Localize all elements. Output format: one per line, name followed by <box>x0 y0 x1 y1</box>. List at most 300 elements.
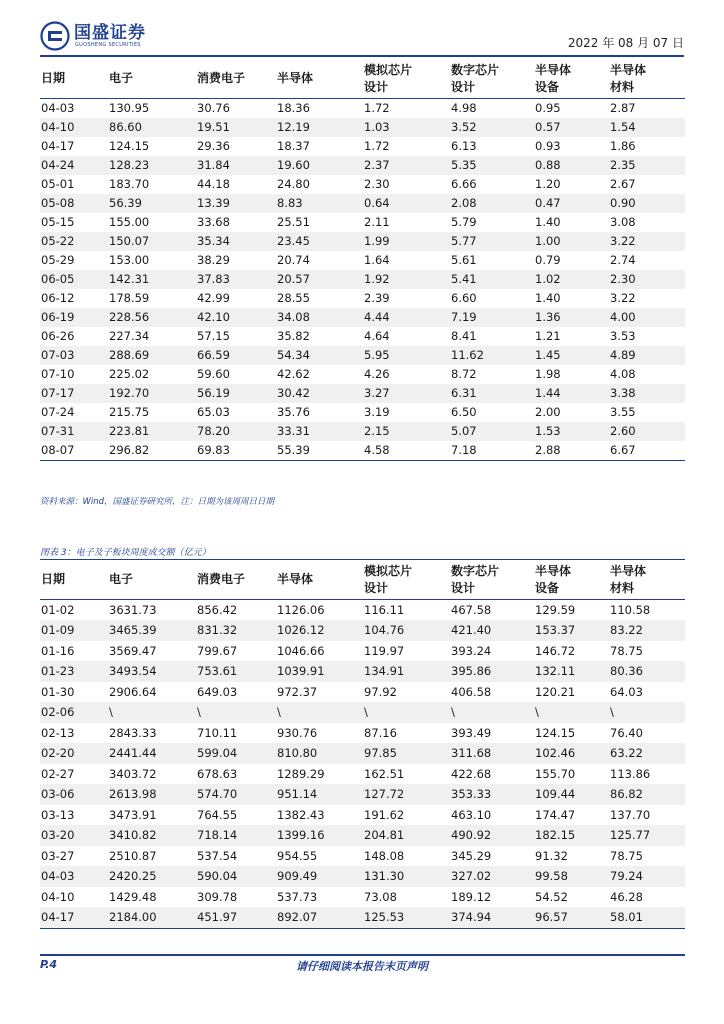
value-cell: 4.89 <box>610 348 636 362</box>
value-cell: 3.27 <box>364 386 390 400</box>
date-cell: 07-17 <box>41 386 75 400</box>
value-cell: 311.68 <box>451 746 492 761</box>
table-row <box>40 441 685 461</box>
col-header: 电子 <box>109 572 134 587</box>
value-cell: 23.45 <box>277 234 310 248</box>
value-cell: 4.44 <box>364 310 390 324</box>
value-cell: 5.07 <box>451 424 477 438</box>
value-cell: 718.14 <box>197 828 238 843</box>
col-header: 半导体 <box>277 572 314 587</box>
value-cell: 3631.73 <box>109 602 157 617</box>
value-cell: 1399.16 <box>277 828 325 843</box>
page-header <box>40 20 684 56</box>
value-cell: 34.08 <box>277 310 310 324</box>
value-cell: 131.30 <box>364 869 405 884</box>
value-cell: 764.55 <box>197 807 238 822</box>
value-cell: 8.72 <box>451 367 477 381</box>
value-cell: 1.86 <box>610 139 636 153</box>
table-header-row <box>40 561 685 599</box>
value-cell: 327.02 <box>451 869 492 884</box>
table-row <box>40 98 685 118</box>
value-cell: 2.30 <box>610 272 636 286</box>
value-cell: 490.92 <box>451 828 492 843</box>
value-cell: 191.62 <box>364 807 405 822</box>
footer-divider <box>40 954 685 956</box>
value-cell: 125.77 <box>610 828 651 843</box>
value-cell: 463.10 <box>451 807 492 822</box>
value-cell: 1039.91 <box>277 664 325 679</box>
value-cell: 288.69 <box>109 348 150 362</box>
date-cell: 05-29 <box>41 253 75 267</box>
value-cell: 28.55 <box>277 291 310 305</box>
table-row <box>40 327 685 346</box>
value-cell: 5.79 <box>451 215 477 229</box>
value-cell: 109.44 <box>535 787 576 802</box>
source-note: 资料来源：Wind，国盛证券研究所，注：日期为该周周日日期 <box>40 497 275 507</box>
value-cell: 66.59 <box>197 348 230 362</box>
col-header: 消费电子 <box>197 572 246 587</box>
value-cell: 951.14 <box>277 787 318 802</box>
value-cell: 153.00 <box>109 253 150 267</box>
caption-divider <box>40 559 685 560</box>
table-row <box>40 156 685 175</box>
weekly-table-2 <box>40 561 685 929</box>
value-cell: 810.80 <box>277 746 318 761</box>
value-cell: 649.03 <box>197 684 238 699</box>
table-row <box>40 599 685 620</box>
value-cell: 35.82 <box>277 329 310 343</box>
date-cell: 06-05 <box>41 272 75 286</box>
table-row <box>40 137 685 156</box>
table-row <box>40 887 685 908</box>
value-cell: 3.22 <box>610 234 636 248</box>
value-cell: 3.22 <box>610 291 636 305</box>
col-header: 半导体 材料 <box>610 62 647 94</box>
value-cell: 467.58 <box>451 602 492 617</box>
col-header: 日期 <box>41 572 66 587</box>
value-cell: 44.18 <box>197 177 230 191</box>
value-cell: 2.00 <box>535 405 561 419</box>
value-cell: 2.67 <box>610 177 636 191</box>
value-cell: 1.44 <box>535 386 561 400</box>
value-cell: 1046.66 <box>277 643 325 658</box>
value-cell: 146.72 <box>535 643 576 658</box>
date-cell: 06-12 <box>41 291 75 305</box>
table-row <box>40 784 685 805</box>
date-cell: 05-08 <box>41 196 75 210</box>
table-row <box>40 270 685 289</box>
date-cell: 02-06 <box>41 705 75 720</box>
value-cell: 134.91 <box>364 664 405 679</box>
value-cell: 1.36 <box>535 310 561 324</box>
value-cell: 110.58 <box>610 602 651 617</box>
value-cell: 1.03 <box>364 120 390 134</box>
date-cell: 04-03 <box>41 101 75 115</box>
value-cell: 4.98 <box>451 101 477 115</box>
table-row <box>40 403 685 422</box>
date-cell: 04-17 <box>41 139 75 153</box>
value-cell: 19.60 <box>277 158 310 172</box>
value-cell: 710.11 <box>197 725 238 740</box>
value-cell: 64.03 <box>610 684 643 699</box>
value-cell: 97.92 <box>364 684 397 699</box>
value-cell: 2420.25 <box>109 869 157 884</box>
value-cell: 183.70 <box>109 177 150 191</box>
value-cell: 128.23 <box>109 158 150 172</box>
date-cell: 04-10 <box>41 889 75 904</box>
date-cell: 07-10 <box>41 367 75 381</box>
date-cell: 02-20 <box>41 746 75 761</box>
value-cell: \ <box>364 705 368 720</box>
logo-english-name: GUOSHENG SECURITIES <box>75 41 141 48</box>
value-cell: 353.33 <box>451 787 492 802</box>
value-cell: 574.70 <box>197 787 238 802</box>
table-row <box>40 764 685 785</box>
value-cell: 5.61 <box>451 253 477 267</box>
value-cell: 0.57 <box>535 120 561 134</box>
value-cell: 83.22 <box>610 623 643 638</box>
value-cell: 7.19 <box>451 310 477 324</box>
value-cell: 78.75 <box>610 643 643 658</box>
date-cell: 03-13 <box>41 807 75 822</box>
value-cell: 29.36 <box>197 139 230 153</box>
value-cell: 96.57 <box>535 910 568 925</box>
value-cell: 153.37 <box>535 623 576 638</box>
value-cell: 124.15 <box>109 139 150 153</box>
date-cell: 07-24 <box>41 405 75 419</box>
value-cell: 753.61 <box>197 664 238 679</box>
value-cell: 5.35 <box>451 158 477 172</box>
value-cell: 30.76 <box>197 101 230 115</box>
table-row <box>40 743 685 764</box>
date-cell: 03-20 <box>41 828 75 843</box>
value-cell: 69.83 <box>197 443 230 457</box>
value-cell: 345.29 <box>451 848 492 863</box>
table-row <box>40 702 685 723</box>
date-cell: 05-15 <box>41 215 75 229</box>
value-cell: 2.60 <box>610 424 636 438</box>
disclaimer-note: 请仔细阅读本报告末页声明 <box>296 960 428 973</box>
value-cell: 2613.98 <box>109 787 157 802</box>
value-cell: 2.11 <box>364 215 390 229</box>
value-cell: 2184.00 <box>109 910 157 925</box>
date-cell: 02-27 <box>41 766 75 781</box>
value-cell: 189.12 <box>451 889 492 904</box>
value-cell: 3403.72 <box>109 766 157 781</box>
value-cell: 42.99 <box>197 291 230 305</box>
value-cell: 120.21 <box>535 684 576 699</box>
value-cell: 930.76 <box>277 725 318 740</box>
value-cell: 18.37 <box>277 139 310 153</box>
table-row <box>40 384 685 403</box>
value-cell: 102.46 <box>535 746 576 761</box>
value-cell: 24.80 <box>277 177 310 191</box>
value-cell: 2.30 <box>364 177 390 191</box>
weekly-table-1 <box>40 60 685 461</box>
value-cell: 6.66 <box>451 177 477 191</box>
value-cell: 1.72 <box>364 101 390 115</box>
table-caption: 图表 3：电子及子板块周度成交额（亿元） <box>40 548 211 558</box>
value-cell: 4.26 <box>364 367 390 381</box>
value-cell: 296.82 <box>109 443 150 457</box>
value-cell: 1.20 <box>535 177 561 191</box>
value-cell: 42.62 <box>277 367 310 381</box>
value-cell: 3.08 <box>610 215 636 229</box>
value-cell: 3569.47 <box>109 643 157 658</box>
table-row <box>40 682 685 703</box>
value-cell: 2.15 <box>364 424 390 438</box>
date-cell: 05-22 <box>41 234 75 248</box>
value-cell: 38.29 <box>197 253 230 267</box>
value-cell: 18.36 <box>277 101 310 115</box>
value-cell: 422.68 <box>451 766 492 781</box>
table-row <box>40 805 685 826</box>
value-cell: 8.83 <box>277 196 303 210</box>
value-cell: 395.86 <box>451 664 492 679</box>
value-cell: 204.81 <box>364 828 405 843</box>
value-cell: 831.32 <box>197 623 238 638</box>
value-cell: 148.08 <box>364 848 405 863</box>
table-row <box>40 825 685 846</box>
date-cell: 01-30 <box>41 684 75 699</box>
logo-chinese-name: 国盛证券 <box>74 22 146 43</box>
date-cell: 06-26 <box>41 329 75 343</box>
value-cell: 192.70 <box>109 386 150 400</box>
value-cell: 0.90 <box>610 196 636 210</box>
table-row <box>40 118 685 137</box>
value-cell: \ <box>277 705 281 720</box>
value-cell: 19.51 <box>197 120 230 134</box>
value-cell: 3473.91 <box>109 807 157 822</box>
col-header: 数字芯片 设计 <box>451 563 500 595</box>
date-cell: 02-13 <box>41 725 75 740</box>
value-cell: 86.82 <box>610 787 643 802</box>
value-cell: 2441.44 <box>109 746 157 761</box>
value-cell: 30.42 <box>277 386 310 400</box>
value-cell: 124.15 <box>535 725 576 740</box>
table-row <box>40 422 685 441</box>
table-row <box>40 723 685 744</box>
value-cell: 42.10 <box>197 310 230 324</box>
value-cell: 374.94 <box>451 910 492 925</box>
value-cell: 599.04 <box>197 746 238 761</box>
value-cell: \ <box>197 705 201 720</box>
value-cell: 3.38 <box>610 386 636 400</box>
value-cell: 56.39 <box>109 196 142 210</box>
header-divider <box>40 55 684 57</box>
col-header: 消费电子 <box>197 71 246 86</box>
value-cell: 1.45 <box>535 348 561 362</box>
value-cell: 4.08 <box>610 367 636 381</box>
value-cell: 5.77 <box>451 234 477 248</box>
table-row <box>40 907 685 928</box>
value-cell: 57.15 <box>197 329 230 343</box>
value-cell: 393.24 <box>451 643 492 658</box>
value-cell: 678.63 <box>197 766 238 781</box>
table-row <box>40 866 685 887</box>
value-cell: 2.08 <box>451 196 477 210</box>
value-cell: 3410.82 <box>109 828 157 843</box>
value-cell: 104.76 <box>364 623 405 638</box>
value-cell: 35.34 <box>197 234 230 248</box>
table-body <box>40 599 685 928</box>
value-cell: 1.00 <box>535 234 561 248</box>
value-cell: 5.95 <box>364 348 390 362</box>
value-cell: 3.55 <box>610 405 636 419</box>
date-cell: 01-23 <box>41 664 75 679</box>
table-row <box>40 175 685 194</box>
value-cell: 54.52 <box>535 889 568 904</box>
value-cell: 1.21 <box>535 329 561 343</box>
value-cell: 3493.54 <box>109 664 157 679</box>
value-cell: 11.62 <box>451 348 484 362</box>
table-row <box>40 365 685 384</box>
value-cell: 8.41 <box>451 329 477 343</box>
value-cell: 2906.64 <box>109 684 157 699</box>
value-cell: 215.75 <box>109 405 150 419</box>
value-cell: 35.76 <box>277 405 310 419</box>
value-cell: 537.54 <box>197 848 238 863</box>
table-body <box>40 98 685 460</box>
value-cell: 2.87 <box>610 101 636 115</box>
value-cell: 91.32 <box>535 848 568 863</box>
company-logo <box>40 20 146 52</box>
table-row <box>40 213 685 232</box>
page-number: P.4 <box>40 958 58 971</box>
value-cell: 129.59 <box>535 602 576 617</box>
value-cell: 1.40 <box>535 215 561 229</box>
value-cell: 1.92 <box>364 272 390 286</box>
table-row <box>40 251 685 270</box>
value-cell: 6.60 <box>451 291 477 305</box>
value-cell: 1382.43 <box>277 807 325 822</box>
date-cell: 03-27 <box>41 848 75 863</box>
value-cell: 178.59 <box>109 291 150 305</box>
logo-emblem-icon <box>40 21 70 51</box>
value-cell: 162.51 <box>364 766 405 781</box>
value-cell: 954.55 <box>277 848 318 863</box>
value-cell: 6.13 <box>451 139 477 153</box>
value-cell: 2843.33 <box>109 725 157 740</box>
table-row <box>40 346 685 365</box>
value-cell: 4.58 <box>364 443 390 457</box>
value-cell: 0.47 <box>535 196 561 210</box>
value-cell: 856.42 <box>197 602 238 617</box>
col-header: 半导体 材料 <box>610 563 647 595</box>
date-cell: 08-07 <box>41 443 75 457</box>
value-cell: 125.53 <box>364 910 405 925</box>
value-cell: 142.31 <box>109 272 150 286</box>
value-cell: 80.36 <box>610 664 643 679</box>
value-cell: 227.34 <box>109 329 150 343</box>
value-cell: 56.19 <box>197 386 230 400</box>
value-cell: 1.64 <box>364 253 390 267</box>
value-cell: \ <box>535 705 539 720</box>
value-cell: \ <box>109 705 113 720</box>
value-cell: 2.35 <box>610 158 636 172</box>
value-cell: 130.95 <box>109 101 150 115</box>
date-cell: 07-31 <box>41 424 75 438</box>
value-cell: 113.86 <box>610 766 651 781</box>
date-cell: 04-17 <box>41 910 75 925</box>
value-cell: 119.97 <box>364 643 405 658</box>
col-header: 日期 <box>41 71 66 86</box>
value-cell: 3465.39 <box>109 623 157 638</box>
date-cell: 01-09 <box>41 623 75 638</box>
value-cell: 1.40 <box>535 291 561 305</box>
value-cell: 5.41 <box>451 272 477 286</box>
value-cell: 4.64 <box>364 329 390 343</box>
table-row <box>40 232 685 251</box>
value-cell: 421.40 <box>451 623 492 638</box>
col-header: 模拟芯片 设计 <box>364 62 413 94</box>
date-cell: 06-19 <box>41 310 75 324</box>
table-row <box>40 289 685 308</box>
value-cell: 1.02 <box>535 272 561 286</box>
value-cell: 3.19 <box>364 405 390 419</box>
value-cell: 2510.87 <box>109 848 157 863</box>
value-cell: 0.88 <box>535 158 561 172</box>
value-cell: 6.67 <box>610 443 636 457</box>
table-row <box>40 308 685 327</box>
value-cell: 54.34 <box>277 348 310 362</box>
value-cell: 31.84 <box>197 158 230 172</box>
value-cell: 37.83 <box>197 272 230 286</box>
value-cell: 13.39 <box>197 196 230 210</box>
value-cell: 150.07 <box>109 234 150 248</box>
value-cell: 20.57 <box>277 272 310 286</box>
value-cell: 76.40 <box>610 725 643 740</box>
value-cell: 2.88 <box>535 443 561 457</box>
date-cell: 03-06 <box>41 787 75 802</box>
value-cell: 86.60 <box>109 120 142 134</box>
value-cell: 127.72 <box>364 787 405 802</box>
value-cell: 78.75 <box>610 848 643 863</box>
value-cell: 99.58 <box>535 869 568 884</box>
value-cell: 1.53 <box>535 424 561 438</box>
table-row <box>40 846 685 867</box>
value-cell: 33.68 <box>197 215 230 229</box>
date-cell: 07-03 <box>41 348 75 362</box>
value-cell: 87.16 <box>364 725 397 740</box>
value-cell: 1429.48 <box>109 889 157 904</box>
value-cell: 2.39 <box>364 291 390 305</box>
value-cell: 1.99 <box>364 234 390 248</box>
value-cell: 393.49 <box>451 725 492 740</box>
value-cell: 20.74 <box>277 253 310 267</box>
value-cell: 6.31 <box>451 386 477 400</box>
value-cell: 309.78 <box>197 889 238 904</box>
value-cell: 0.64 <box>364 196 390 210</box>
value-cell: 799.67 <box>197 643 238 658</box>
date-cell: 05-01 <box>41 177 75 191</box>
value-cell: 46.28 <box>610 889 643 904</box>
value-cell: 25.51 <box>277 215 310 229</box>
value-cell: 0.95 <box>535 101 561 115</box>
value-cell: 537.73 <box>277 889 318 904</box>
value-cell: 6.50 <box>451 405 477 419</box>
date-cell: 04-24 <box>41 158 75 172</box>
value-cell: 406.58 <box>451 684 492 699</box>
value-cell: 182.15 <box>535 828 576 843</box>
value-cell: \ <box>610 705 614 720</box>
value-cell: 97.85 <box>364 746 397 761</box>
value-cell: 0.93 <box>535 139 561 153</box>
value-cell: 12.19 <box>277 120 310 134</box>
value-cell: 63.22 <box>610 746 643 761</box>
report-date: 2022 年 08 月 07 日 <box>567 36 684 50</box>
value-cell: 155.70 <box>535 766 576 781</box>
